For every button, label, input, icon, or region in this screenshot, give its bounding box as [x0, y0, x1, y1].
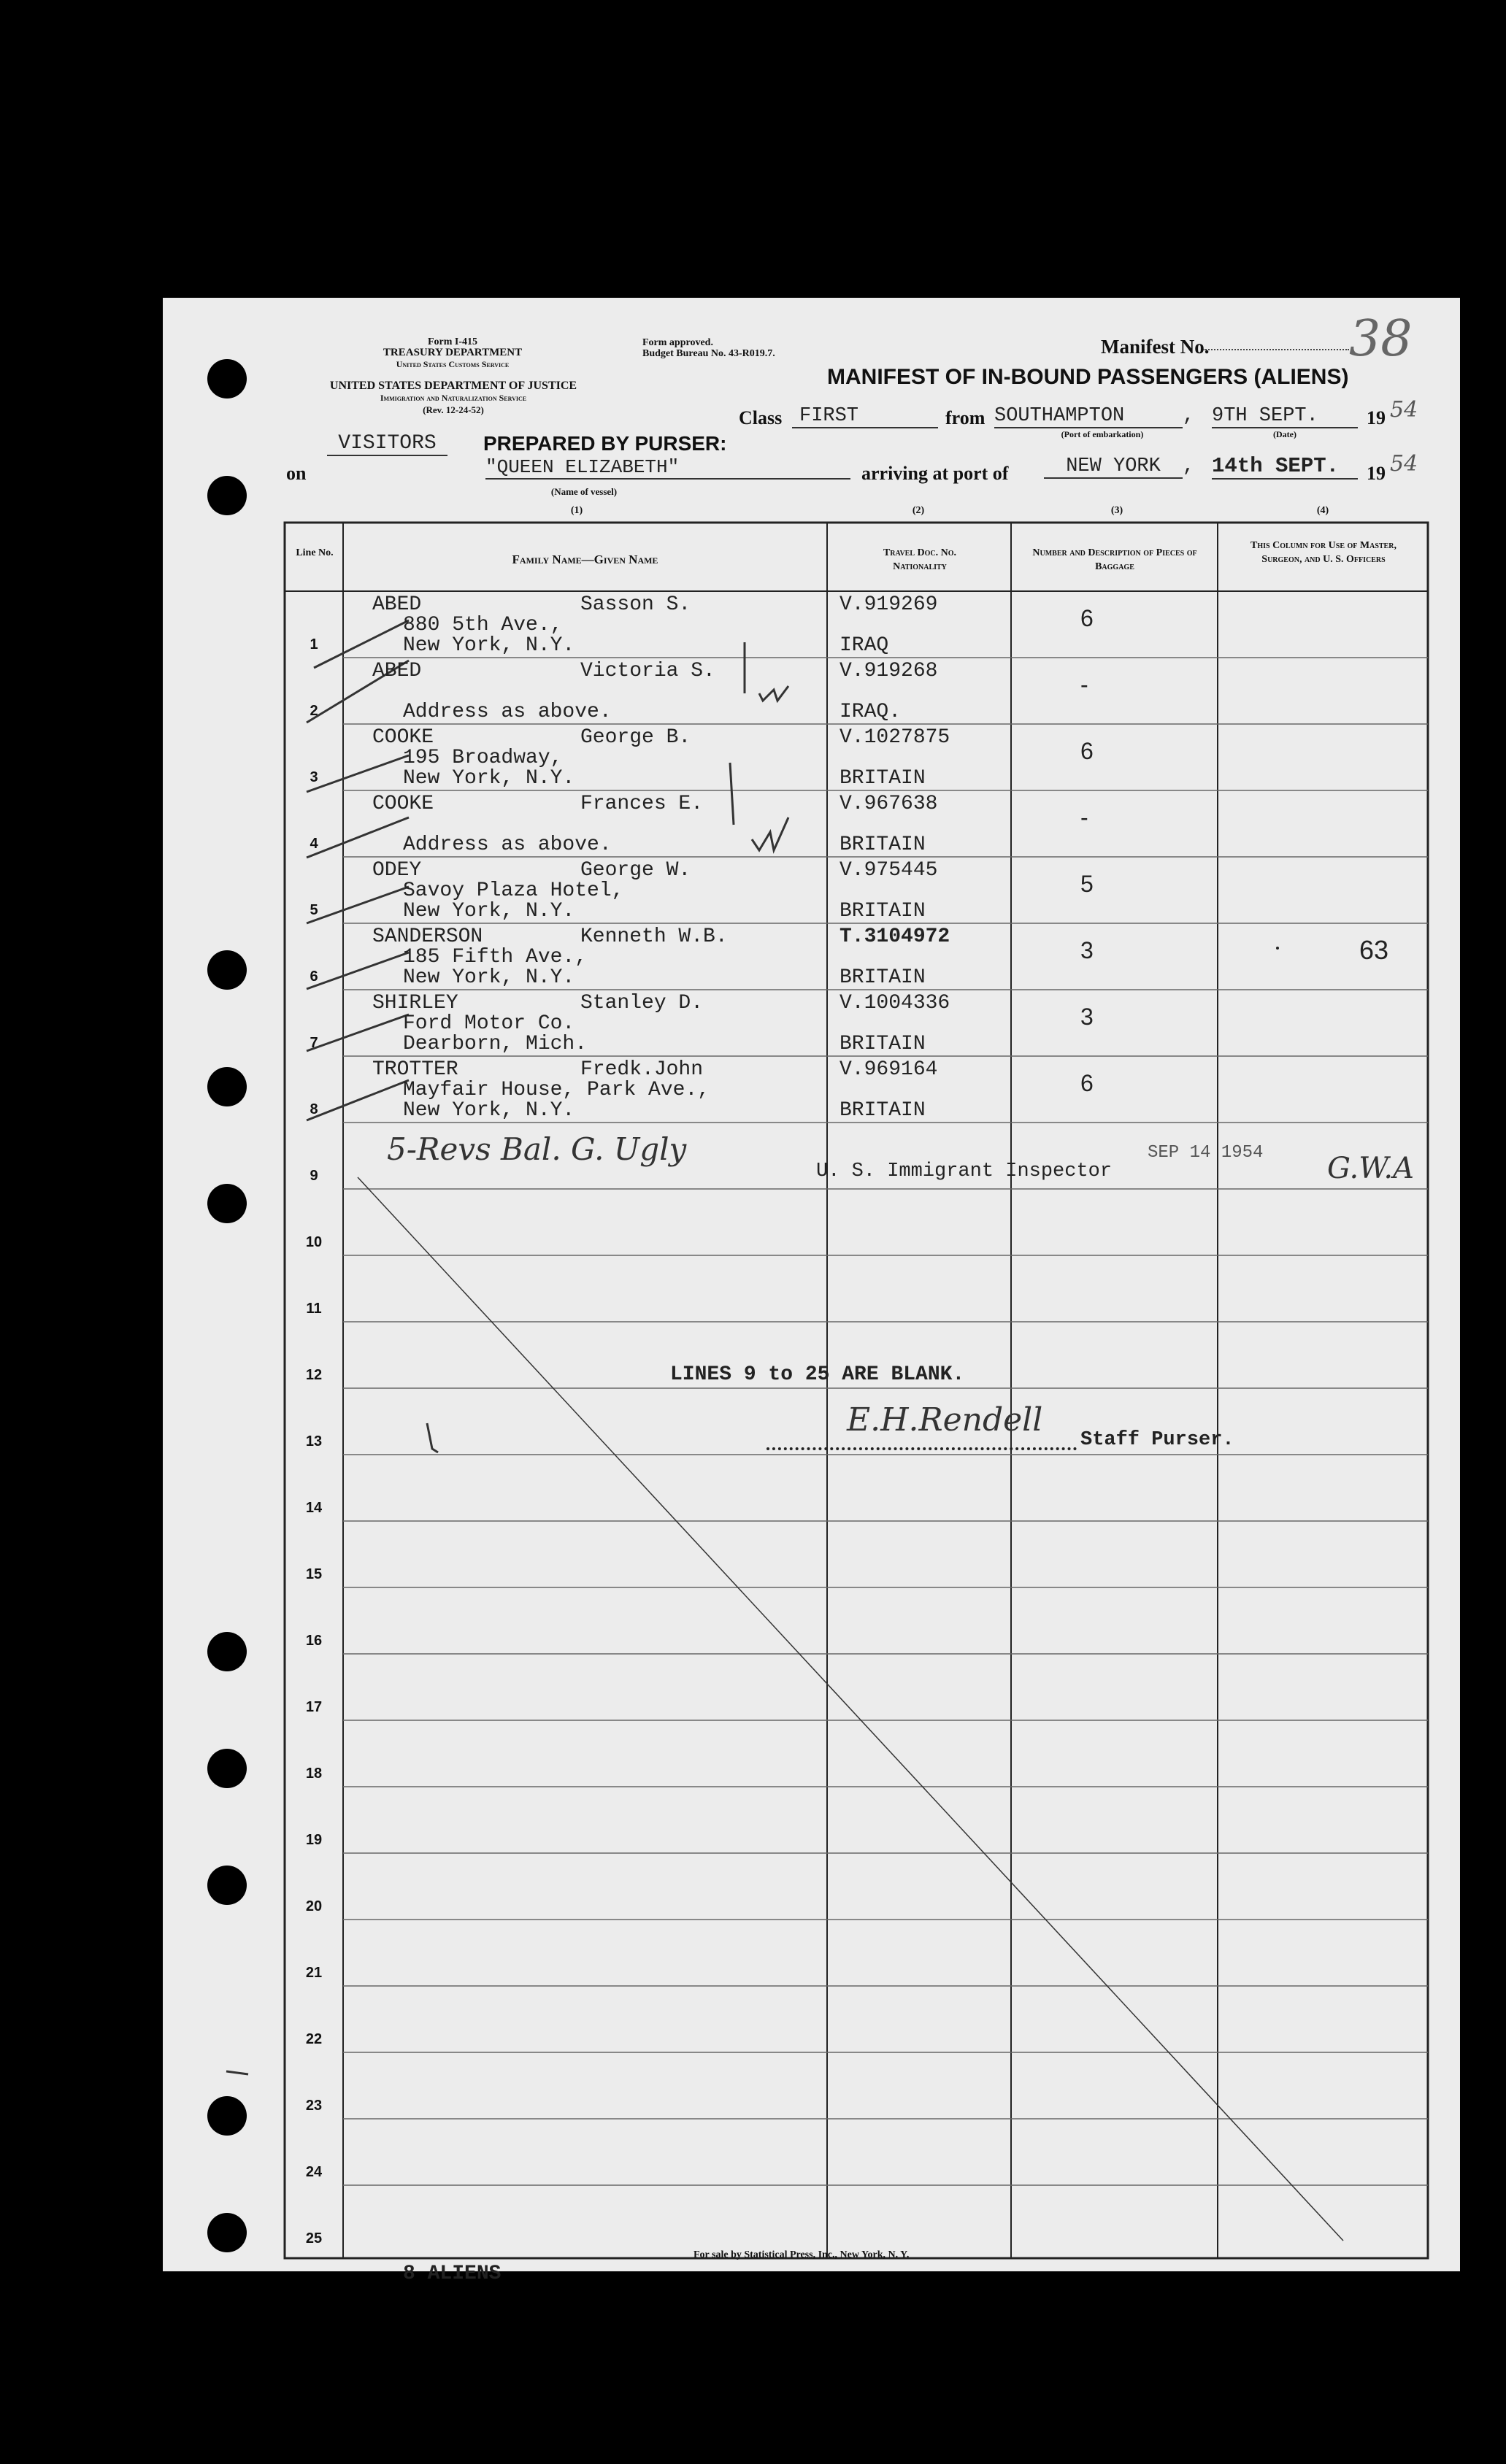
- line-number: 20: [305, 1898, 323, 1914]
- header-travel-doc: Travel Doc. No. Nationality: [883, 547, 957, 572]
- prepared-by: PREPARED BY PURSER:: [483, 432, 727, 455]
- passenger-family-name: ODEY: [372, 859, 422, 882]
- line-number: 19: [305, 1832, 323, 1848]
- passenger-address-1: 185 Fifth Ave.,: [403, 946, 588, 969]
- passenger-nationality: BRITAIN: [840, 833, 926, 856]
- passenger-family-name: ABED: [372, 660, 422, 682]
- passenger-address-2: New York, N.Y.: [403, 1099, 575, 1122]
- on-label: on: [286, 463, 307, 484]
- header-line-no: Line No.: [296, 547, 334, 558]
- line-number: 2: [310, 703, 318, 719]
- passenger-baggage: 6: [1080, 738, 1094, 764]
- passenger-travel-doc: V.975445: [840, 859, 938, 882]
- passenger-given-name: Kenneth W.B.: [580, 925, 728, 948]
- passenger-baggage: 3: [1080, 937, 1094, 963]
- passenger-given-name: Frances E.: [580, 793, 704, 815]
- passenger-address-2: New York, N.Y.: [403, 900, 575, 923]
- line-number: 17: [305, 1699, 323, 1715]
- line-number: 14: [305, 1500, 323, 1516]
- passenger-nationality: BRITAIN: [840, 966, 926, 989]
- budget-bureau: Budget Bureau No. 43-R019.7.: [642, 348, 775, 359]
- form-number: Form I-415: [427, 336, 478, 347]
- passenger-travel-doc: V.919268: [840, 660, 938, 682]
- passenger-address-2: New York, N.Y.: [403, 966, 575, 989]
- handwritten-note: 5-Revs Bal. G. Ugly: [387, 1131, 687, 1167]
- passenger-address-2: Dearborn, Mich.: [403, 1033, 588, 1055]
- line-number: 23: [305, 2098, 323, 2114]
- header-officers: This Column for Use of Master, Surgeon, and U. S. Officers: [1250, 540, 1396, 565]
- passenger-given-name: George W.: [580, 859, 691, 882]
- passenger-nationality: IRAQ: [840, 634, 889, 657]
- passenger-nationality: BRITAIN: [840, 767, 926, 790]
- line-number: 11: [306, 1301, 322, 1317]
- justice-label: UNITED STATES DEPARTMENT OF JUSTICE: [329, 380, 577, 392]
- customs-label: United States Customs Service: [396, 359, 510, 369]
- arriving-label: arriving at port of: [861, 463, 1009, 484]
- passenger-travel-doc: V.969164: [840, 1058, 938, 1081]
- passenger-address-1: Savoy Plaza Hotel,: [403, 879, 624, 902]
- line-number: 5: [310, 902, 318, 918]
- embarkation-port: SOUTHAMPTON: [994, 405, 1183, 428]
- line-number: 25: [305, 2230, 323, 2247]
- passenger-address-2: New York, N.Y.: [403, 767, 575, 790]
- passenger-address-1: 195 Broadway,: [403, 747, 563, 769]
- passenger-given-name: Fredk.John: [580, 1058, 704, 1081]
- line-number: 24: [305, 2164, 323, 2180]
- class-value: FIRST: [792, 405, 938, 428]
- arrival-date: 14th SEPT.: [1212, 454, 1358, 480]
- passenger-address-1: Mayfair House, Park Ave.,: [403, 1079, 710, 1101]
- passenger-family-name: COOKE: [372, 793, 434, 815]
- from-label: from: [945, 407, 986, 428]
- passenger-travel-doc: V.1004336: [840, 992, 950, 1015]
- arrival-port: NEW YORK: [1044, 455, 1183, 479]
- form-approval: Form approved.: [642, 337, 713, 348]
- line-number: 16: [305, 1633, 323, 1649]
- passenger-family-name: SANDERSON: [372, 925, 483, 948]
- line-number: 3: [310, 769, 318, 785]
- line-number: 22: [305, 2031, 323, 2047]
- passenger-given-name: Stanley D.: [580, 992, 704, 1015]
- ins-label: Immigration and Naturalization Service: [380, 393, 527, 403]
- passenger-address-1: 880 5th Ave.,: [403, 614, 563, 636]
- passenger-baggage: -: [1080, 804, 1088, 831]
- class-label: Class: [739, 407, 783, 428]
- passenger-address-2: New York, N.Y.: [403, 634, 575, 657]
- passenger-travel-doc: V.967638: [840, 793, 938, 815]
- line-number: 4: [310, 836, 318, 852]
- line-number: 7: [310, 1035, 318, 1051]
- passenger-officer-note: 63: [1359, 935, 1389, 965]
- staff-purser-label: Staff Purser.: [1080, 1429, 1234, 1451]
- col-number-3: (3): [1110, 505, 1123, 516]
- passenger-travel-doc: V.1027875: [840, 726, 950, 749]
- passenger-travel-doc: V.919269: [840, 593, 938, 616]
- passenger-baggage: -: [1080, 671, 1088, 698]
- manifest-no-rule: [1203, 349, 1349, 350]
- departure-date: 9TH SEPT.: [1212, 405, 1358, 428]
- total-aliens: 8 ALIENS: [403, 2263, 502, 2285]
- arr-year-suffix: 54: [1390, 451, 1418, 477]
- line-number: 10: [305, 1234, 323, 1250]
- line-number: 6: [310, 969, 318, 985]
- blank-lines-note: LINES 9 to 25 ARE BLANK.: [670, 1363, 965, 1386]
- signature-dots: [767, 1447, 1077, 1450]
- line-number: 9: [310, 1168, 318, 1184]
- passenger-family-name: SHIRLEY: [372, 992, 458, 1015]
- passenger-baggage: 5: [1080, 871, 1094, 897]
- manifest-no-label: Manifest No.: [1101, 336, 1210, 358]
- header-name: Family Name—Given Name: [512, 553, 658, 566]
- line-number: 12: [305, 1367, 323, 1383]
- vessel-caption: (Name of vessel): [550, 486, 618, 497]
- passenger-given-name: Sasson S.: [580, 593, 691, 616]
- passenger-family-name: TROTTER: [372, 1058, 458, 1081]
- inspector-stamp-date: SEP 14 1954: [1148, 1143, 1264, 1163]
- col-number-4: (4): [1316, 505, 1329, 516]
- passenger-baggage: 3: [1080, 1004, 1094, 1030]
- line-number: 21: [305, 1965, 323, 1981]
- passenger-family-name: ABED: [372, 593, 422, 616]
- date-caption: (Date): [1273, 429, 1296, 439]
- passenger-given-name: George B.: [580, 726, 691, 749]
- passenger-nationality: IRAQ.: [840, 701, 902, 723]
- passenger-address-2: Address as above.: [403, 701, 612, 723]
- manifest-number: 38: [1349, 310, 1413, 368]
- passenger-nationality: BRITAIN: [840, 1033, 926, 1055]
- year-prefix: 19: [1367, 407, 1386, 428]
- passenger-travel-doc: T.3104972: [840, 925, 950, 948]
- purser-signature: E.H.Rendell: [847, 1401, 1043, 1439]
- port-caption: (Port of embarkation): [1061, 429, 1144, 439]
- passenger-nationality: BRITAIN: [840, 900, 926, 923]
- passenger-baggage: 6: [1080, 1070, 1094, 1096]
- footer-printer: For sale by Statistical Press, Inc., New York, N. Y.: [694, 2249, 910, 2260]
- line-number: 1: [310, 636, 318, 652]
- inspector-initials: G.W.A: [1327, 1152, 1414, 1185]
- line-number: 15: [305, 1566, 323, 1582]
- line-number: 8: [310, 1101, 318, 1117]
- col-number-2: (2): [912, 505, 925, 516]
- inspector-label: U. S. Immigrant Inspector: [816, 1160, 1113, 1182]
- header-baggage: Number and Description of Pieces of Baggage: [1032, 547, 1197, 572]
- passenger-nationality: BRITAIN: [840, 1099, 926, 1122]
- passenger-given-name: Victoria S.: [580, 660, 715, 682]
- passenger-address-1: Ford Motor Co.: [403, 1012, 575, 1035]
- visitors-label: VISITORS: [327, 432, 447, 456]
- vessel-name: "QUEEN ELIZABETH": [485, 456, 850, 480]
- line-number: 13: [305, 1433, 323, 1449]
- manifest-title: MANIFEST OF IN-BOUND PASSENGERS (ALIENS): [827, 365, 1349, 389]
- revision-label: (Rev. 12-24-52): [423, 404, 484, 415]
- passenger-family-name: COOKE: [372, 726, 434, 749]
- col-number-1: (1): [570, 505, 583, 516]
- year-suffix: 54: [1390, 397, 1418, 423]
- treasury-label: TREASURY DEPARTMENT: [383, 347, 523, 358]
- passenger-baggage: 6: [1080, 605, 1094, 631]
- line-number: 18: [305, 1766, 323, 1782]
- arr-year-prefix: 19: [1367, 463, 1386, 484]
- passenger-address-2: Address as above.: [403, 833, 612, 856]
